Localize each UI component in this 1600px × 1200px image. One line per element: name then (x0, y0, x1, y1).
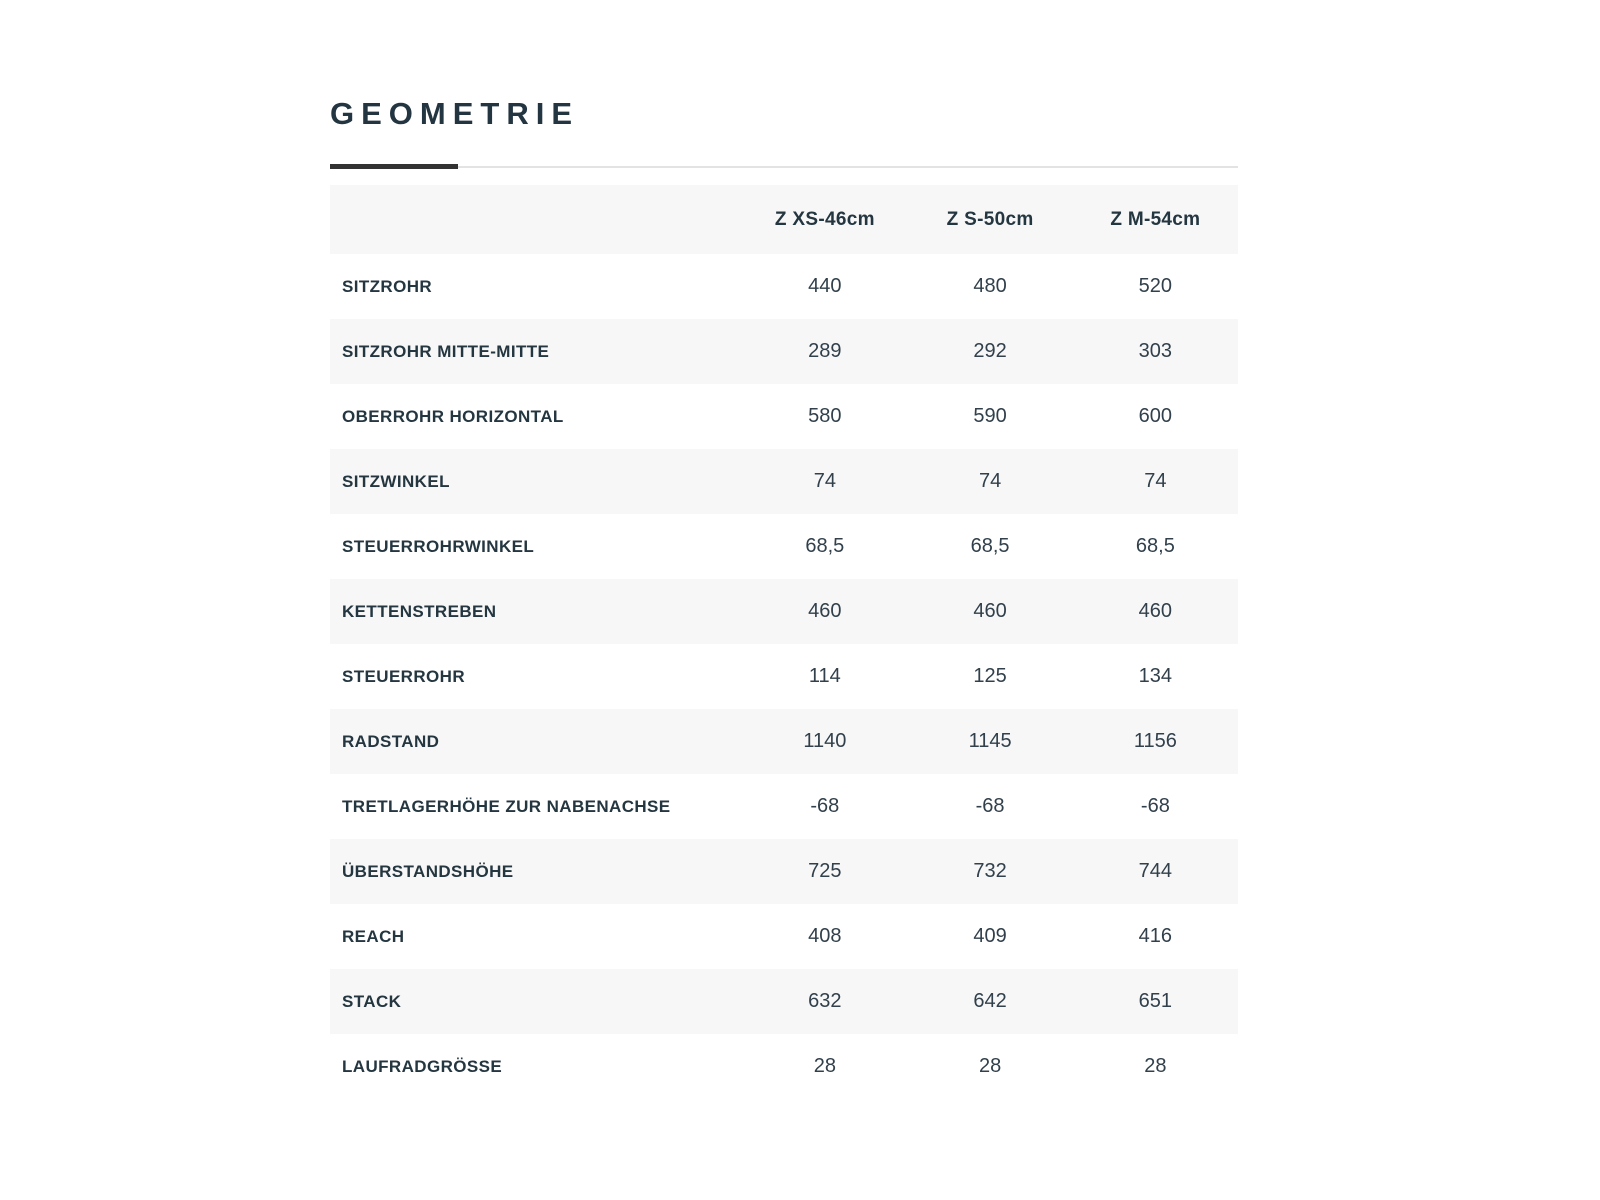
row-value: 732 (973, 860, 1007, 882)
divider-accent-bar (330, 164, 458, 169)
table-row-ueberstandshoehe (330, 839, 1238, 904)
row-value: 480 (973, 275, 1007, 297)
table-row-kettenstreben (330, 579, 1238, 644)
table-row-sitzwinkel (330, 449, 1238, 514)
row-label: LAUFRADGRÖSSE (342, 1056, 503, 1076)
table-row-oberrohr-horizontal (330, 384, 1238, 449)
row-value: 292 (973, 340, 1007, 362)
row-value: 632 (808, 990, 842, 1012)
row-value: 134 (1138, 665, 1173, 687)
column-header-size-s: Z S-50cm (946, 208, 1034, 230)
row-value: 600 (1138, 405, 1173, 427)
row-value: 416 (1138, 925, 1173, 947)
table-row-sitzrohr-mitte-mitte (330, 319, 1238, 384)
row-value: -68 (810, 795, 840, 817)
row-label: KETTENSTREBEN (342, 601, 497, 621)
row-label: STEUERROHR (342, 666, 466, 686)
row-value: 408 (808, 925, 842, 947)
table-row-reach (330, 904, 1238, 969)
row-value: 651 (1138, 990, 1173, 1012)
divider-line (330, 166, 1238, 168)
row-value: 1145 (968, 730, 1012, 752)
row-value: 289 (808, 340, 842, 362)
row-value: 440 (808, 275, 842, 297)
row-label: OBERROHR HORIZONTAL (342, 406, 564, 426)
row-value: 68,5 (1135, 535, 1175, 557)
row-value: 580 (808, 405, 842, 427)
table-row-steuerrohrwinkel (330, 514, 1238, 579)
row-value: 744 (1138, 860, 1173, 882)
row-value: 125 (973, 665, 1007, 687)
row-value: 68,5 (970, 535, 1010, 557)
table-row-laufradgroesse (330, 1034, 1238, 1099)
column-header-size-xs: Z XS-46cm (774, 208, 875, 230)
row-value: 28 (813, 1055, 836, 1077)
row-value: 114 (808, 665, 841, 687)
column-header-size-m: Z M-54cm (1110, 208, 1201, 230)
section-divider (330, 164, 1238, 169)
geometry-section (330, 94, 1238, 1099)
row-value: 409 (973, 925, 1007, 947)
row-value: 1156 (1133, 730, 1177, 752)
row-value: 725 (808, 860, 842, 882)
row-label: STEUERROHRWINKEL (342, 536, 535, 556)
row-value: 1140 (803, 730, 847, 752)
table-row-sitzrohr (330, 254, 1238, 319)
row-value: 520 (1138, 275, 1173, 297)
row-value: 590 (973, 405, 1007, 427)
row-value: 68,5 (805, 535, 845, 557)
row-label: REACH (342, 926, 405, 946)
row-label: STACK (342, 991, 402, 1011)
row-value: -68 (1140, 795, 1170, 817)
geometry-table (330, 185, 1238, 1099)
row-value: -68 (975, 795, 1005, 817)
header-spacer-cell (330, 185, 742, 254)
row-value: 303 (1138, 340, 1173, 362)
row-value: 74 (1144, 470, 1167, 492)
row-value: 460 (973, 600, 1007, 622)
table-header-row (330, 185, 1238, 254)
row-value: 460 (1138, 600, 1173, 622)
table-row-stack (330, 969, 1238, 1034)
row-value: 74 (813, 470, 836, 492)
table-row-steuerrohr (330, 644, 1238, 709)
row-value: 460 (808, 600, 842, 622)
row-value: 28 (1144, 1055, 1167, 1077)
row-label: SITZROHR MITTE-MITTE (342, 341, 550, 361)
table-row-tretlagerhoehe (330, 774, 1238, 839)
row-label: SITZWINKEL (342, 471, 450, 491)
row-label: ÜBERSTANDSHÖHE (342, 861, 514, 881)
section-title: GEOMETRIE (330, 96, 580, 131)
row-value: 74 (978, 470, 1002, 492)
row-label: SITZROHR (342, 276, 433, 296)
row-label: RADSTAND (342, 731, 440, 751)
row-value: 642 (973, 990, 1007, 1012)
table-row-radstand (330, 709, 1238, 774)
row-label: TRETLAGERHÖHE ZUR NABENACHSE (342, 796, 671, 816)
row-value: 28 (978, 1055, 1002, 1077)
